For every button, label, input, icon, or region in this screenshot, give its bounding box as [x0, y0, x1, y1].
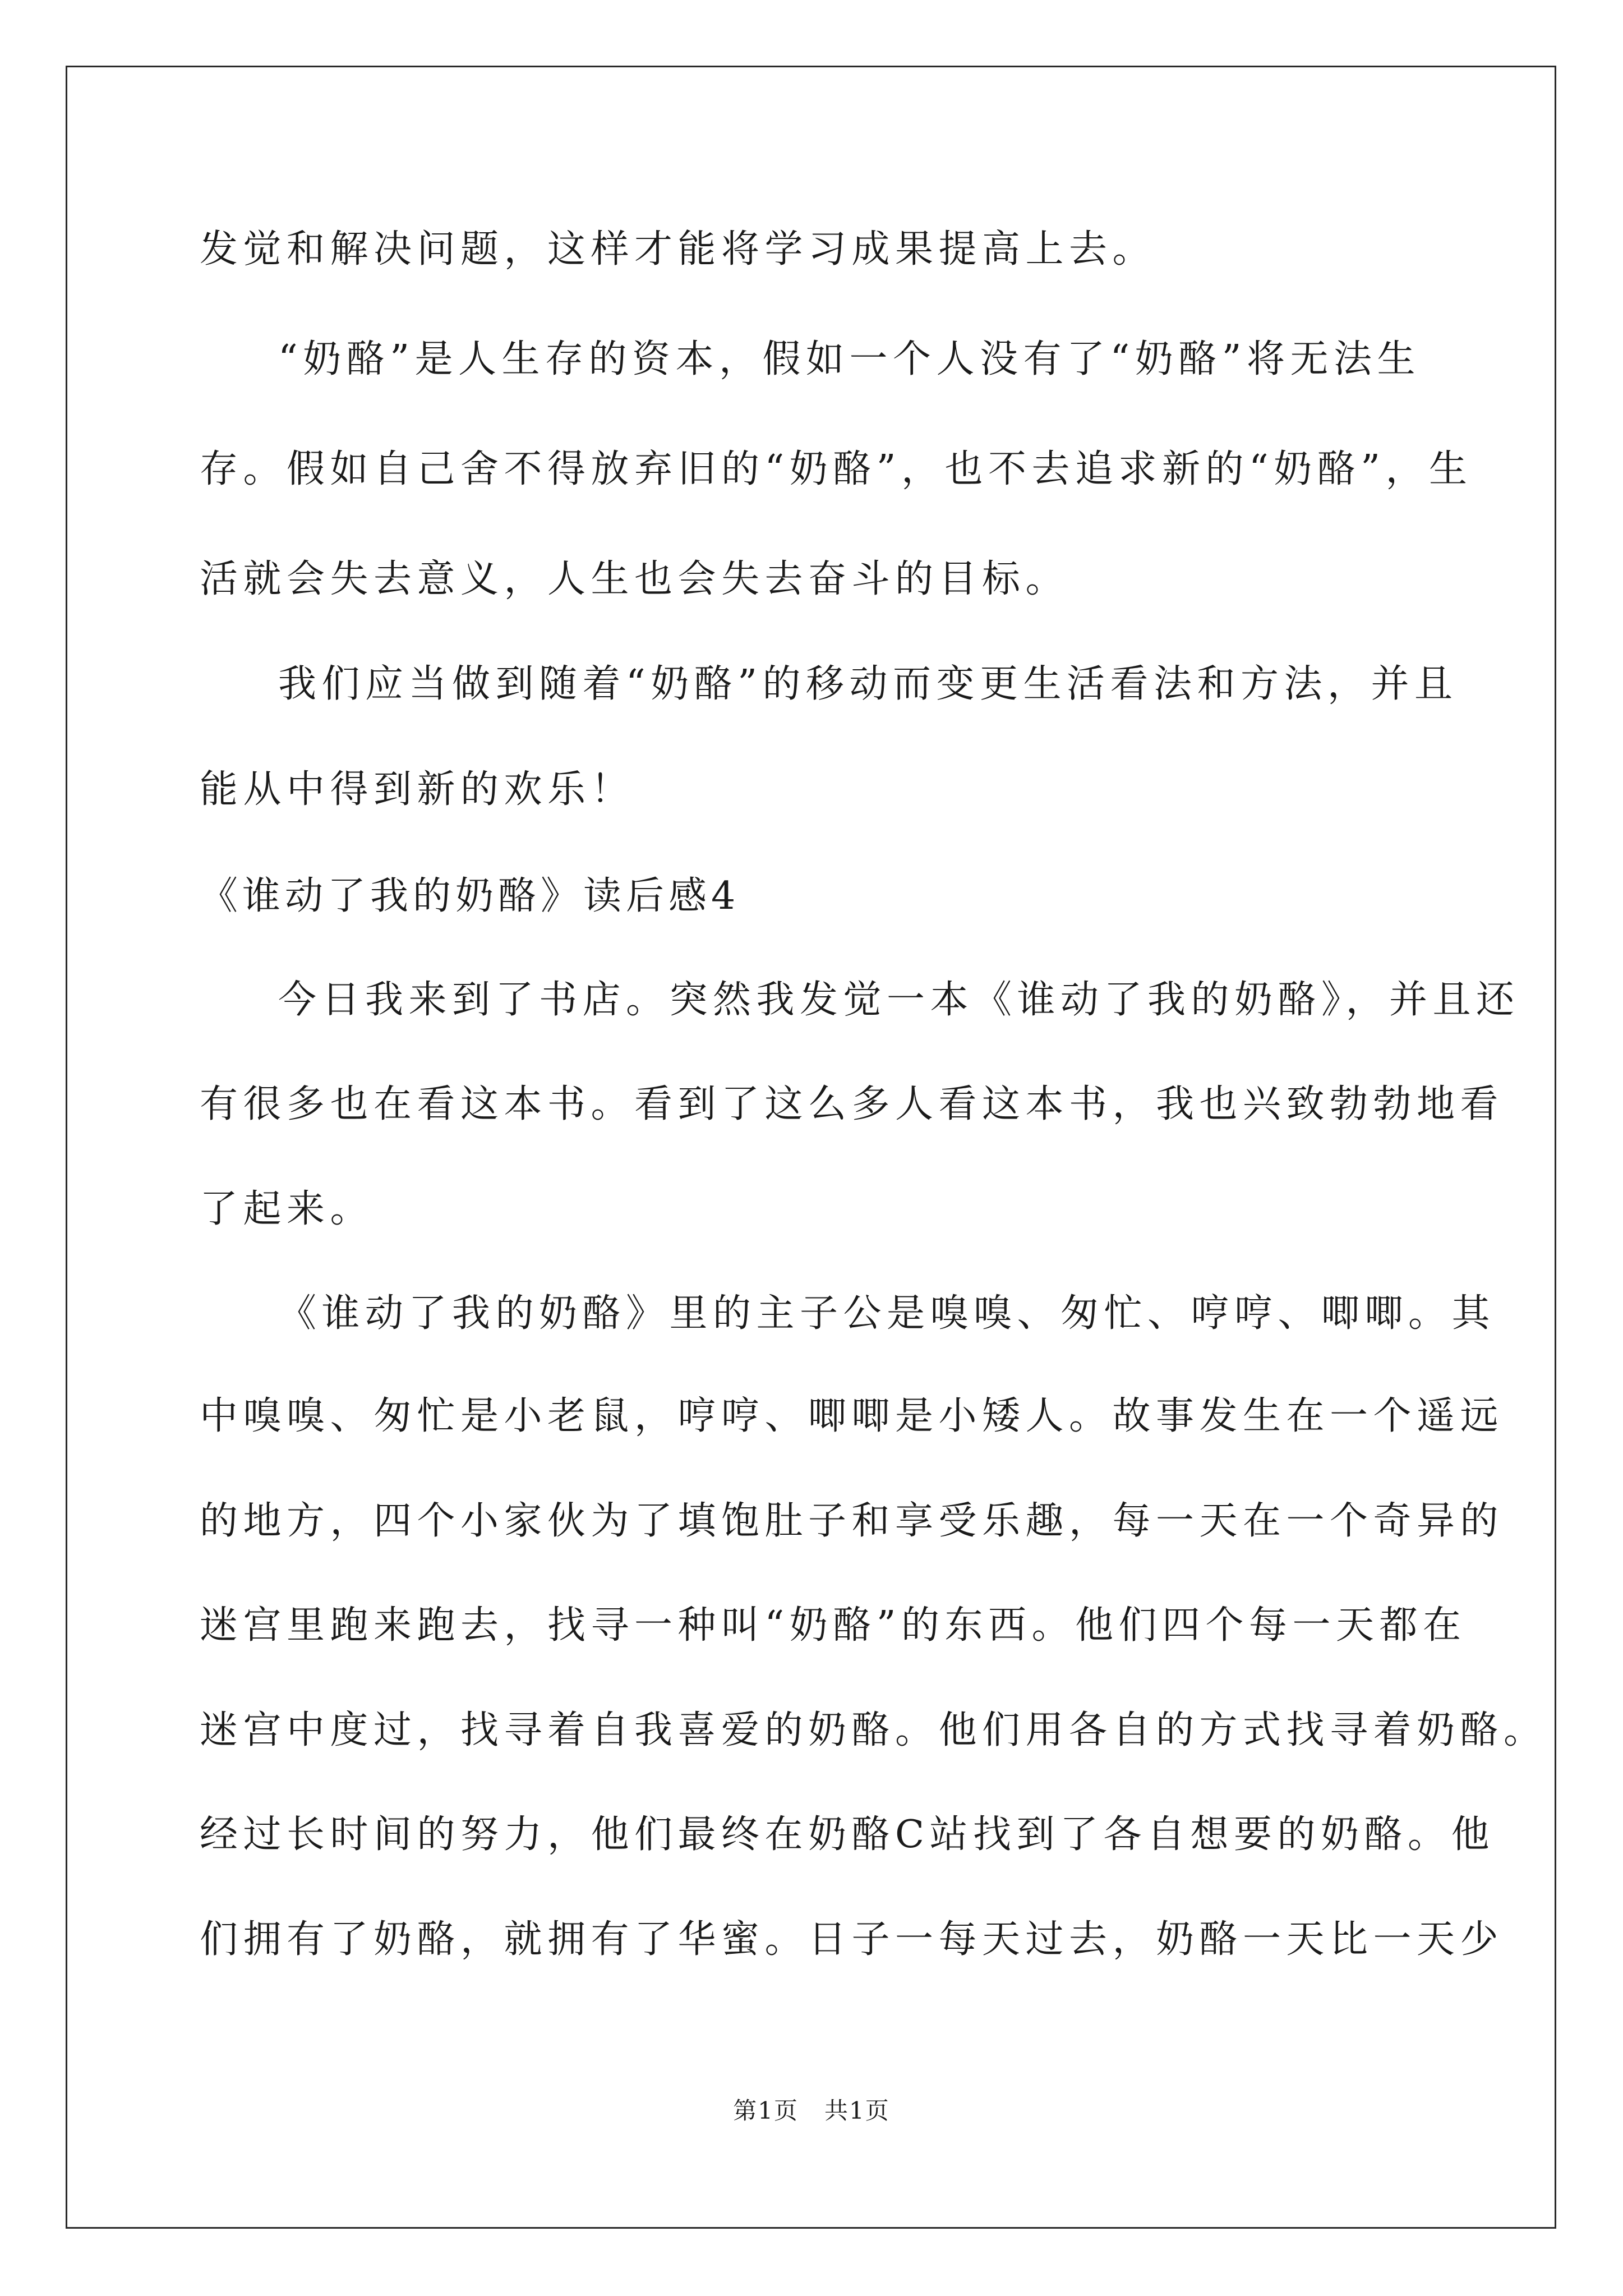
page-number: 第1页 — [733, 2097, 799, 2124]
text-line-13: 迷宫里跑来跑去，找寻一种叫“奶酪”的东西。他们四个每一天都在 — [200, 1603, 1467, 1648]
text-line-7: 今日我来到了书店。突然我发觉一本《谁动了我的奶酪》，并且还 — [278, 978, 1520, 1022]
text-line-8: 有很多也在看这本书。看到了这么多人看这本书，我也兴致勃勃地看 — [200, 1082, 1504, 1126]
text-line-16: 们拥有了奶酪，就拥有了华蜜。日子一每天过去，奶酪一天比一天少 — [200, 1917, 1504, 1962]
text-line-3: 存。假如自己舍不得放弃旧的“奶酪”，也不去追求新的“奶酪”，生 — [200, 447, 1473, 491]
text-line-14: 迷宫中度过，找寻着自我喜爱的奶酪。他们用各自的方式找寻着奶酪。 — [200, 1708, 1547, 1752]
text-line-15: 经过长时间的努力，他们最终在奶酪C站找到了各自想要的奶酪。他 — [200, 1812, 1495, 1857]
text-line-1: 发觉和解决问题，这样才能将学习成果提高上去。 — [200, 227, 1156, 272]
text-line-12: 的地方，四个小家伙为了填饱肚子和享受乐趣，每一天在一个奇异的 — [200, 1499, 1504, 1543]
text-line-5: 我们应当做到随着“奶酪”的移动而变更生活看法和方法，并且 — [278, 662, 1458, 706]
page-footer — [0, 2097, 1623, 2125]
page-total: 共1页 — [824, 2097, 890, 2124]
page-border — [66, 66, 1556, 2229]
text-line-6: 能从中得到新的欢乐！ — [200, 767, 635, 812]
text-line-4: 活就会失去意义，人生也会失去奋斗的目标。 — [200, 557, 1069, 601]
text-line-2: “奶酪”是人生存的资本，假如一个人没有了“奶酪”将无法生 — [278, 337, 1421, 381]
text-line-11: 中嗅嗅、匆忙是小老鼠，哼哼、唧唧是小矮人。故事发生在一个遥远 — [200, 1394, 1504, 1438]
section-heading: 《谁动了我的奶酪》读后感4 — [200, 874, 740, 918]
text-line-10: 《谁动了我的奶酪》里的主子公是嗅嗅、匆忙、哼哼、唧唧。其 — [278, 1291, 1496, 1336]
text-line-9: 了起来。 — [200, 1187, 374, 1231]
